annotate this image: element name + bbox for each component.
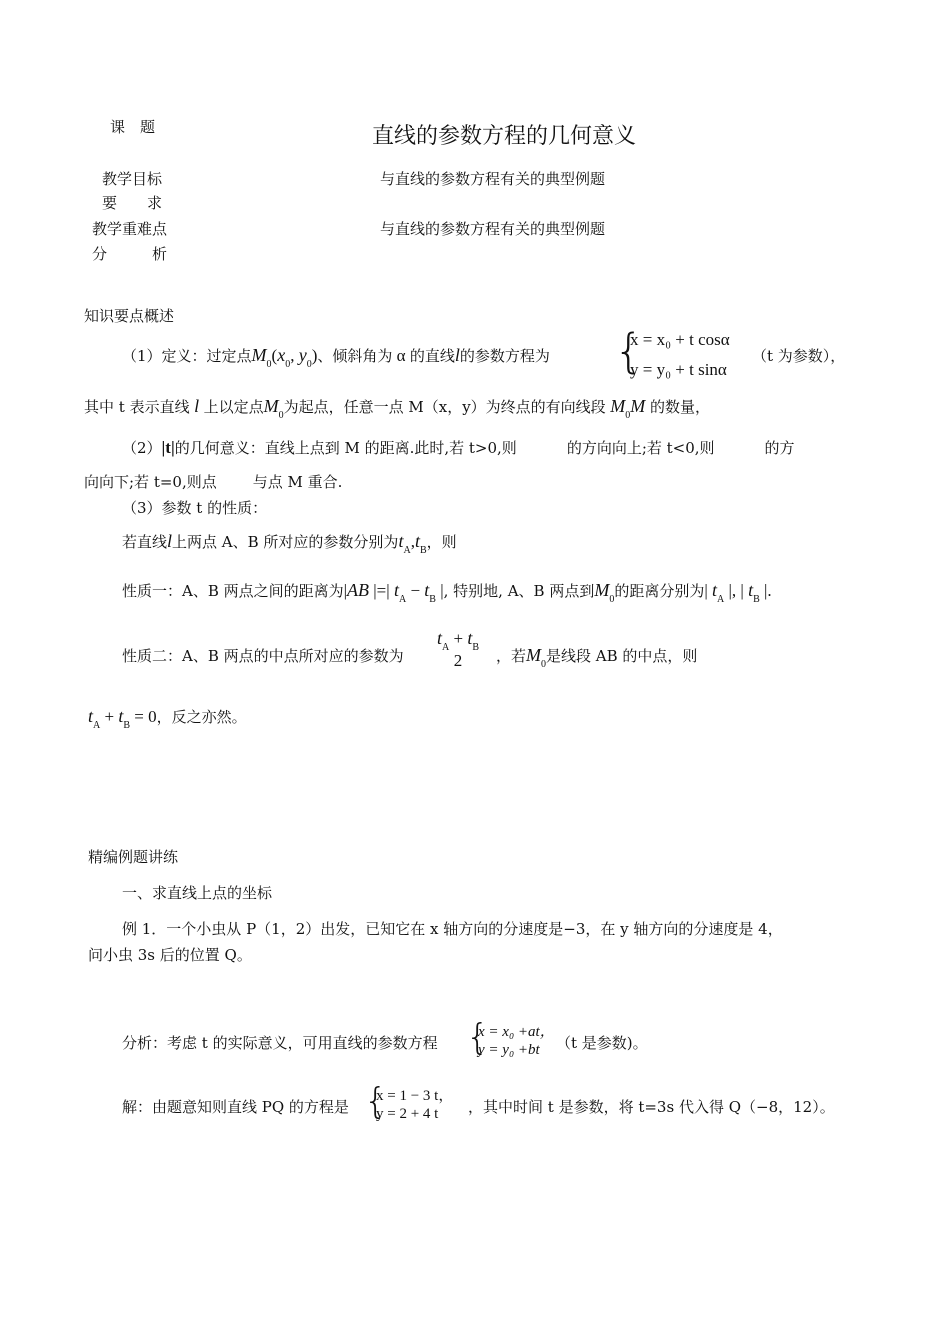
definition-line-2: 其中 t 表示直线 l 上以定点$M_0$为起点，任意一点 M（x，y）为终点的有向线段 $M_0M$ 的数量， [84, 396, 710, 421]
solution-brace: { [364, 1081, 387, 1122]
analysis-text-b: （t 是参数)。 [556, 1034, 648, 1052]
property-one-line: 性质一：A、B 两点之间的距离为|AB |=| $t_A - t_B$ |, 特别地, A、B 两点到$M_0$的距离分别为| $t_A$ |, | $t_B$ |. [122, 580, 772, 605]
property-one-text-c: 的距离分别为 [614, 582, 705, 600]
definition-text-a: （1）定义：过定点 [122, 347, 252, 365]
label-goal-2: 要 求 [102, 194, 163, 212]
analysis-brace: { [466, 1017, 489, 1058]
solution-text-b: ，其中时间 t 是参数，将 t=3s 代入得 Q（−8，12）。 [468, 1098, 835, 1116]
page-title: 直线的参数方程的几何意义 [372, 124, 637, 149]
label-key-points: 教学重难点 [92, 220, 168, 238]
property-two-conclusion: $t_A + t_B = 0$，反之亦然。 [88, 706, 247, 731]
examples-heading: 精编例题讲练 [88, 848, 179, 866]
label-topic: 课 题 [110, 118, 156, 136]
label-key-points-2: 分 析 [92, 245, 168, 263]
equation-line-1: x = x₀ + t cosα [630, 330, 730, 349]
definition-text-f: 其中 t 表示直线 [84, 398, 190, 416]
geometric-text-a: （2） [122, 439, 162, 457]
definition-line: （1）定义：过定点$M_0(x_0$, $y_0$)、倾斜角为 α 的直线l的参数方程为 [122, 345, 550, 370]
analysis-eq-2: y = y₀ +bt [478, 1042, 540, 1058]
section-heading: 一、求直线上点的坐标 [122, 884, 273, 902]
label-goal: 教学目标 [102, 170, 163, 188]
analysis-eq-1: x = x₀ +at， [478, 1024, 555, 1040]
geometric-text-c: 的方向向上;若 t<0,则 [566, 439, 715, 457]
definition-text-g: 上以定点 [203, 398, 264, 416]
analysis-text-a: 分析：考虑 t 的实际意义，可用直线的参数方程 [122, 1034, 438, 1052]
midpoint-fraction: $t_A + t_B$ 2 [437, 628, 480, 670]
goal-text: 与直线的参数方程有关的典型例题 [380, 170, 606, 188]
definition-text-e: （t 为参数）， [752, 347, 846, 365]
parameters-text-c: ，则 [426, 533, 457, 551]
equation-brace: { [614, 324, 644, 378]
property-heading: （3）参数 t 的性质： [122, 499, 268, 517]
solution-eq-1: x = 1 − 3 t， [376, 1088, 454, 1104]
property-two-text-b: ，若 [496, 647, 527, 665]
geometric-text-f: 与点 M 重合. [252, 473, 343, 491]
parameters-text-b: 上两点 A、B 所对应的参数分别为 [172, 533, 399, 551]
geometric-text-b: 的几何意义：直线上点到 M 的距离.此时,若 t>0,则 [174, 439, 517, 457]
geometric-meaning-line: （2）|t|的几何意义：直线上点到 M 的距离.此时,若 t>0,则 的方向向上;若 t<0,则 的方 [122, 438, 795, 457]
property-two-line: ，若$M_0$是线段 AB 的中点，则 [496, 645, 698, 670]
equation-line-2: y = y₀ + t sinα [630, 360, 727, 379]
definition-text-h: 为起点，任意一点 M（x，y）为终点的有向线段 [283, 398, 606, 416]
definition-text-c: 的直线 [409, 347, 455, 365]
property-two-text-d: ，反之亦然。 [156, 708, 247, 726]
parameters-line: 若直线l上两点 A、B 所对应的参数分别为$t_A,t_B$，则 [122, 531, 457, 556]
geometric-text-e: 向向下;若 t=0,则点 [84, 473, 217, 491]
property-two-text-c: 是线段 AB 的中点，则 [546, 647, 698, 665]
solution-text-a: 解：由题意知则直线 PQ 的方程是 [122, 1098, 349, 1116]
property-two-text-a: 性质二：A、B 两点的中点所对应的参数为 [122, 647, 404, 665]
example-1-line-2: 问小虫 3s 后的位置 Q。 [88, 946, 252, 964]
key-points-text: 与直线的参数方程有关的典型例题 [380, 220, 606, 238]
knowledge-heading: 知识要点概述 [84, 307, 175, 325]
definition-text-d: 的参数方程为 [459, 347, 550, 365]
geometric-meaning-line-2 [84, 471, 342, 492]
geometric-text-d: 的方 [764, 439, 795, 457]
parameters-text-a: 若直线 [122, 533, 168, 551]
example-1-line-1: 例 1．一个小虫从 P（1，2）出发，已知它在 x 轴方向的分速度是−3，在 y 轴方向的分速度是 4， [122, 920, 783, 938]
property-one-text-a: 性质一：A、B 两点之间的距离为 [122, 582, 344, 600]
solution-eq-2: y = 2 + 4 t [376, 1106, 439, 1122]
definition-text-b: 、倾斜角为 [317, 347, 393, 365]
definition-text-i: 的数量， [649, 398, 710, 416]
property-one-text-b: , 特别地, A、B 两点到 [443, 582, 595, 600]
